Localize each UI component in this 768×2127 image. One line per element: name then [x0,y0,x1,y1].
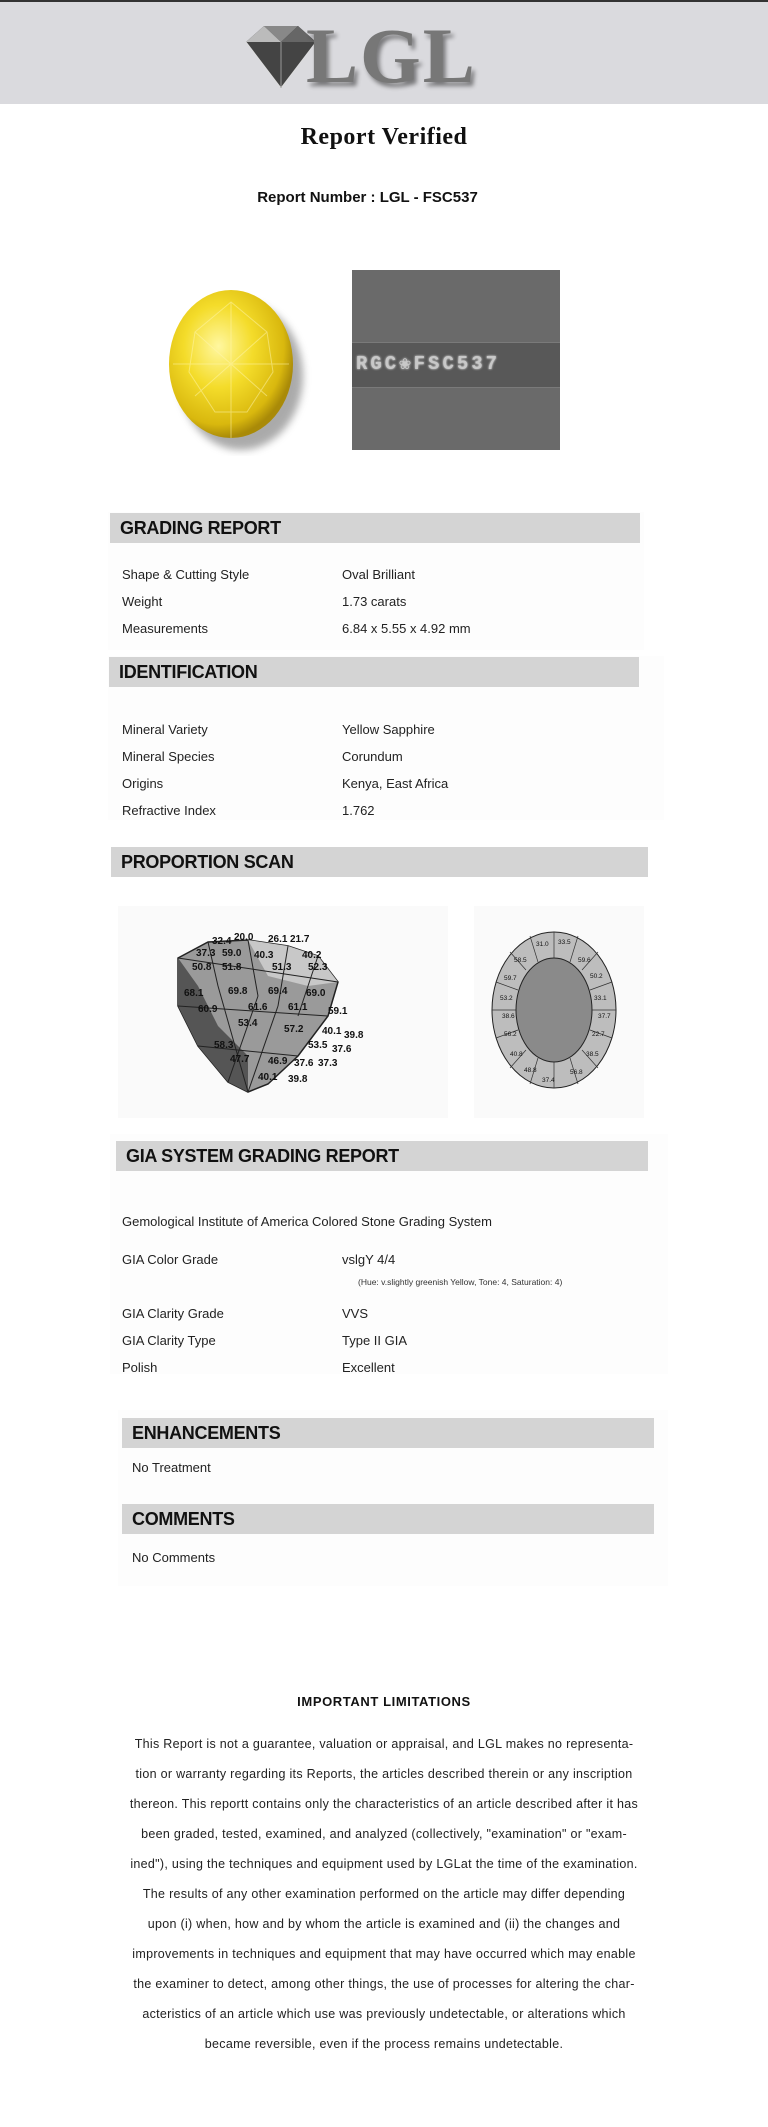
grading-report-heading: GRADING REPORT [110,513,640,543]
limitations-line: The results of any other examination performed on the article may differ depending [142,1887,626,1901]
svg-text:39.8: 39.8 [344,1030,364,1041]
polish-label: Polish [122,1360,158,1375]
proportion-scan-side-view [118,906,448,1118]
svg-text:57.2: 57.2 [284,1024,304,1035]
svg-text:40.1: 40.1 [258,1072,278,1083]
shape-label: Shape & Cutting Style [122,567,250,582]
shape-value: Oval Brilliant [342,567,415,582]
mineral-species-label: Mineral Species [122,749,215,764]
origins-value: Kenya, East Africa [342,776,449,791]
svg-text:59.7: 59.7 [504,975,517,982]
refractive-index-label: Refractive Index [122,803,216,818]
svg-text:51.8: 51.8 [222,962,242,973]
refractive-index-value: 1.762 [342,803,375,818]
svg-text:21.7: 21.7 [290,934,310,945]
svg-text:47.7: 47.7 [230,1054,250,1065]
inscription-text: RGC❀FSC537 [356,353,501,375]
svg-text:26.1: 26.1 [268,934,288,945]
proportion-scan-heading: PROPORTION SCAN [111,847,648,877]
svg-text:59.1: 59.1 [328,1006,348,1017]
gia-clarity-grade-value: VVS [342,1306,369,1321]
svg-text:33.1: 33.1 [594,995,607,1002]
limitations-heading: IMPORTANT LIMITATIONS [297,1694,471,1709]
gia-clarity-type-label: GIA Clarity Type [122,1333,216,1348]
svg-text:52.3: 52.3 [308,962,328,973]
svg-text:69.4: 69.4 [268,986,288,997]
svg-text:56.8: 56.8 [570,1069,583,1076]
report-number: Report Number : LGL - FSC537 [257,189,478,206]
origins-label: Origins [122,776,164,791]
svg-text:38.6: 38.6 [502,1013,515,1020]
svg-text:39.8: 39.8 [288,1074,308,1085]
svg-text:50.2: 50.2 [590,973,603,980]
mineral-variety-value: Yellow Sapphire [342,722,435,737]
svg-text:37.7: 37.7 [598,1013,611,1020]
svg-text:38.5: 38.5 [586,1051,599,1058]
svg-text:40.2: 40.2 [302,950,322,961]
gia-color-grade-label: GIA Color Grade [122,1252,219,1267]
svg-text:69.8: 69.8 [228,986,248,997]
svg-text:37.4: 37.4 [542,1077,555,1084]
page-title: Report Verified [300,124,468,150]
limitations-line: ined"), using the techniques and equipment used by LGLat the time of the examination. [130,1857,638,1871]
svg-text:51.3: 51.3 [272,962,292,973]
gia-color-note: (Hue: v.slightly greenish Yellow, Tone: 4, Saturation: 4) [358,1277,563,1287]
gia-clarity-type-value: Type II GIA [342,1333,408,1348]
svg-text:58.5: 58.5 [514,957,527,964]
mineral-variety-label: Mineral Variety [122,722,208,737]
weight-value: 1.73 carats [342,594,407,609]
limitations-line: been graded, tested, examined, and analyzed (collectively, "examination" or "exam- [141,1827,627,1841]
limitations-line: improvements in techniques and equipment that may have occurred which may enable [132,1947,636,1961]
mineral-species-value: Corundum [342,749,403,764]
svg-text:50.8: 50.8 [192,962,212,973]
limitations-line: This Report is not a guarantee, valuation or appraisal, and LGL makes no representa- [134,1737,634,1751]
comments-heading: COMMENTS [122,1504,654,1534]
lgl-logo[interactable] [236,14,488,98]
identification-heading: IDENTIFICATION [109,657,639,687]
svg-text:46.9: 46.9 [268,1056,288,1067]
svg-text:58.3: 58.3 [214,1040,234,1051]
svg-text:37.3: 37.3 [318,1058,338,1069]
logo-text: LGL [306,12,477,99]
svg-text:37.3: 37.3 [196,948,216,959]
limitations-line: the examiner to detect, among other things, the use of processes for altering the char- [133,1977,635,1991]
svg-text:37.6: 37.6 [332,1044,352,1055]
gia-system-heading: GIA SYSTEM GRADING REPORT [116,1141,648,1171]
limitations-line: upon (i) when, how and by whom the article is examined and (ii) the changes and [147,1917,621,1931]
svg-text:68.1: 68.1 [184,988,204,999]
limitations-line: became reversible, even if the process remains undetectable. [204,2037,564,2051]
header-bar [0,0,768,104]
comments-text: No Comments [132,1550,216,1565]
svg-text:40.8: 40.8 [510,1051,523,1058]
svg-text:53.5: 53.5 [308,1040,328,1051]
svg-text:61.1: 61.1 [288,1002,308,1013]
svg-text:60.9: 60.9 [198,1004,218,1015]
svg-text:69.0: 69.0 [306,988,326,999]
svg-text:40.1: 40.1 [322,1026,342,1037]
svg-text:48.8: 48.8 [524,1067,537,1074]
limitations-line: acteristics of an article which use was previously undetectable, or alterations which [142,2007,626,2021]
inscription-photo [352,270,560,450]
svg-text:31.0: 31.0 [536,941,549,948]
svg-text:61.6: 61.6 [248,1002,268,1013]
enhancements-text: No Treatment [132,1460,211,1475]
gia-intro: Gemological Institute of America Colored Stone Grading System [122,1214,492,1229]
proportion-scan-top-view [474,906,644,1118]
gia-color-grade-value: vslgY 4/4 [342,1252,396,1267]
svg-text:20.0: 20.0 [234,932,254,943]
gia-clarity-grade-label: GIA Clarity Grade [122,1306,224,1321]
svg-text:59.0: 59.0 [222,948,242,959]
svg-text:37.6: 37.6 [294,1058,314,1069]
limitations-line: tion or warranty regarding its Reports, the articles described therein or any inscription [135,1767,633,1781]
stone-photo [137,272,325,456]
measurements-label: Measurements [122,621,208,636]
weight-label: Weight [122,594,163,609]
svg-text:32.4: 32.4 [212,936,232,947]
svg-text:53.4: 53.4 [238,1018,258,1029]
svg-text:56.2: 56.2 [504,1031,517,1038]
svg-text:59.6: 59.6 [578,957,591,964]
enhancements-heading: ENHANCEMENTS [122,1418,654,1448]
svg-text:53.2: 53.2 [500,995,513,1002]
measurements-value: 6.84 x 5.55 x 4.92 mm [342,621,471,636]
polish-value: Excellent [342,1360,395,1375]
svg-text:40.3: 40.3 [254,950,274,961]
svg-text:33.5: 33.5 [558,939,571,946]
limitations-line: thereon. This reportt contains only the characteristics of an article described after it has [129,1797,639,1811]
svg-text:22.7: 22.7 [592,1031,605,1038]
